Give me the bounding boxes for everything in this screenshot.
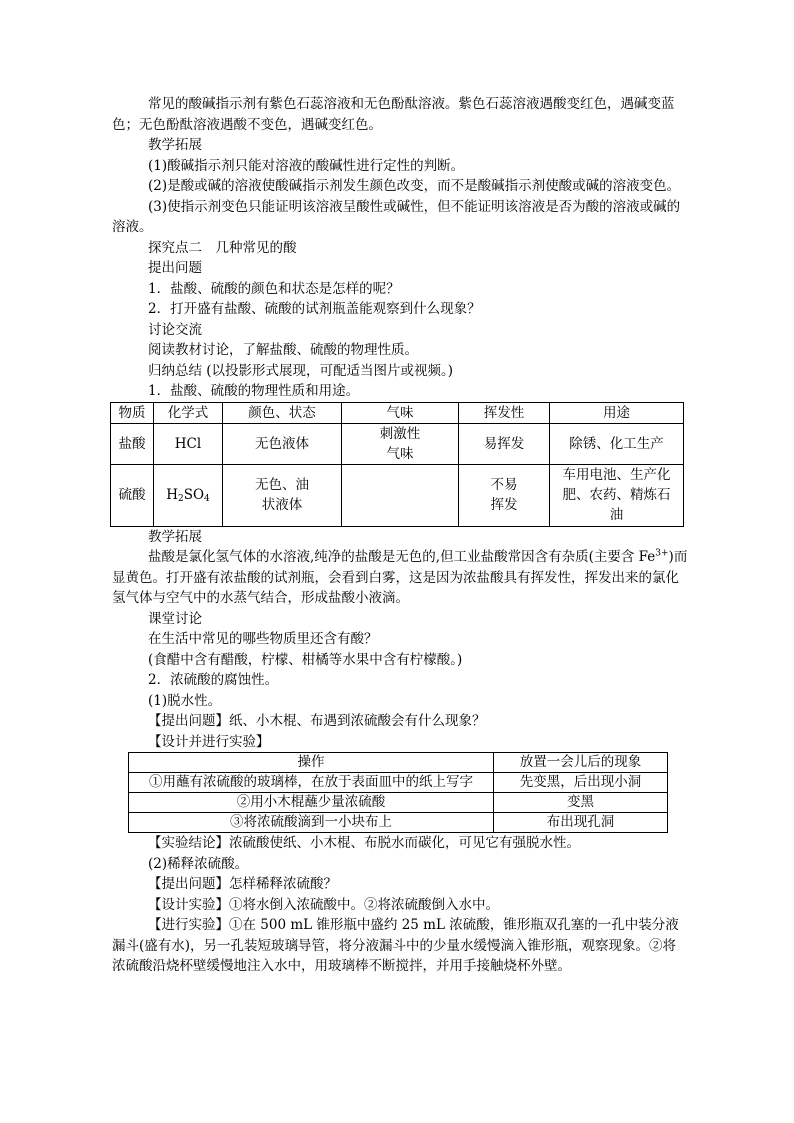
table-cell [342, 423, 459, 464]
cell-line: 挥发 [490, 497, 518, 513]
table-header: 挥发性 [459, 402, 550, 423]
ext2-title: 教学拓展 [148, 528, 202, 545]
design-experiment: 【设计实验】①将水倒入浓硫酸中。②将浓硫酸倒入水中。 [148, 896, 499, 913]
table-header: 气味 [342, 402, 459, 423]
table-cell: ②用小木棍蘸少量浓硫酸 [129, 793, 494, 813]
do-experiment: 【进行实验】①在 500 mL 锥形瓶中盛约 25 mL 浓硫酸，锥形瓶双孔塞的一孔中装分液漏斗(盛有水)，另一孔装短玻璃导管，将分液漏斗中的少量水缓慢滴入锥形瓶，观察现象。②将浓硫酸沿烧杯壁缓慢地注入水中，用玻璃棒不断搅拌，并用手接触烧杯外壁。 [112, 917, 679, 974]
design-label: 【设计并进行实验】 [148, 733, 270, 750]
table-row [129, 773, 668, 793]
ext1-item-3: (3)使指示剂变色只能证明该溶液呈酸性或碱性，但不能证明该溶液是否为酸的溶液或碱的溶液。 [112, 198, 681, 235]
cell-line: 气味 [386, 445, 414, 462]
discuss-title: 讨论交流 [148, 321, 202, 338]
cell-line: 车用电池、生产化 [562, 467, 671, 483]
table-header: 颜色、状态 [223, 402, 342, 423]
corrosive-title: 2．浓硫酸的腐蚀性。 [148, 672, 279, 688]
table-header: 化学式 [154, 402, 223, 423]
table-cell: 变黑 [494, 793, 668, 813]
table-row [111, 423, 684, 464]
class-discuss-question: 在生活中常见的哪些物质里还含有酸？ [148, 631, 378, 647]
table-cell: 除锈、化工生产 [550, 423, 684, 464]
formula-sub: 2 [177, 494, 184, 504]
question-2: 2．打开盛有盐酸、硫酸的试剂瓶盖能观察到什么现象？ [148, 301, 481, 317]
paragraph-indicators: 常见的酸碱指示剂有紫色石蕊溶液和无色酚酞溶液。紫色石蕊溶液遇酸变红色，遇碱变蓝色；无色酚酞溶液遇酸不变色，遇碱变红色。 [112, 96, 675, 133]
table-header: 物质 [111, 402, 154, 423]
table-cell: 无色液体 [223, 423, 342, 464]
experiment-table [128, 752, 668, 833]
question-title: 提出问题 [148, 260, 202, 276]
question-dilute: 【提出问题】怎样稀释浓硫酸？ [148, 876, 337, 892]
table-cell: 易挥发 [459, 423, 550, 464]
table-header: 放置一会儿后的现象 [494, 753, 668, 773]
document-page [112, 94, 688, 977]
table-cell: 先变黑，后出现小洞 [494, 773, 668, 793]
table-row [129, 813, 668, 833]
class-discuss-title: 课堂讨论 [148, 610, 202, 627]
cell-line: 肥、农药、精炼石 [562, 487, 671, 503]
ext2-text-a: 盐酸是氯化氢气体的水溶液,纯净的盐酸是无色的,但工业盐酸常因含有杂质(主要含 Fe [148, 549, 656, 565]
table-cell [550, 464, 684, 526]
ext2-text-b: )而显黄色。打开盛有浓盐酸的试剂瓶，会看到白雾，这是因为浓盐酸具有挥发性，挥发出来的氯化氢气体与空气中的水蒸气结合，形成盐酸小液滴。 [112, 549, 688, 606]
cell-line: 刺激性 [379, 425, 421, 442]
props-title: 1．盐酸、硫酸的物理性质和用途。 [148, 383, 360, 399]
conclusion: 【实验结论】浓硫酸使纸、小木棍、布脱水而碳化，可见它有强脱水性。 [148, 835, 580, 851]
table-cell: ①用蘸有浓硫酸的玻璃棒，在放于表面皿中的纸上写字 [129, 773, 494, 793]
cell-line: 状液体 [261, 497, 303, 513]
table-cell [459, 464, 550, 526]
table-cell: HCl [154, 423, 223, 464]
cell-line: 无色、油 [255, 477, 309, 493]
table-cell: 盐酸 [111, 423, 154, 464]
question-paper: 【提出问题】纸、小木棍、布遇到浓硫酸会有什么现象？ [148, 713, 486, 729]
dilute-title: (2)稀释浓硫酸。 [148, 855, 249, 872]
table-cell: ③将浓硫酸滴到一小块布上 [129, 813, 494, 833]
cell-line: 油 [609, 507, 624, 523]
discuss-text: 阅读教材讨论，了解盐酸、硫酸的物理性质。 [148, 342, 418, 358]
table-cell [223, 464, 342, 526]
dehydration-title: (1)脱水性。 [148, 692, 222, 709]
formula-part: H [166, 487, 178, 503]
ext1-item-1: (1)酸碱指示剂只能对溶液的酸碱性进行定性的判断。 [148, 157, 465, 174]
ext1-item-2: (2)是酸或碱的溶液使酸碱指示剂发生颜色改变，而不是酸碱指示剂使酸或碱的溶液变色。 [148, 178, 681, 194]
table-cell: 硫酸 [111, 464, 154, 526]
table-header-row [111, 402, 684, 423]
formula-part: SO [183, 487, 205, 503]
properties-table [110, 402, 684, 527]
table-cell-formula [154, 464, 223, 526]
table-cell: 布出现孔洞 [494, 813, 668, 833]
table-header: 用途 [550, 402, 684, 423]
table-header: 操作 [129, 753, 494, 773]
section2-title: 探究点二 几种常见的酸 [148, 239, 297, 256]
class-discuss-answer: (食醋中含有醋酸，柠檬、柑橘等水果中含有柠檬酸。) [148, 651, 463, 668]
table-header-row [129, 753, 668, 773]
cell-line: 不易 [490, 477, 518, 493]
summary-text: 归纳总结 (以投影形式展现，可配适当图片或视频。) [148, 362, 454, 379]
table-cell [342, 464, 459, 526]
ext2-paragraph [112, 547, 688, 609]
question-1: 1．盐酸、硫酸的颜色和状态是怎样的呢？ [148, 280, 400, 297]
ext2-sup: 3+ [655, 548, 669, 559]
ext1-title: 教学拓展 [148, 137, 202, 153]
table-row [111, 464, 684, 526]
table-row [129, 793, 668, 813]
formula-sub: 4 [204, 494, 210, 504]
